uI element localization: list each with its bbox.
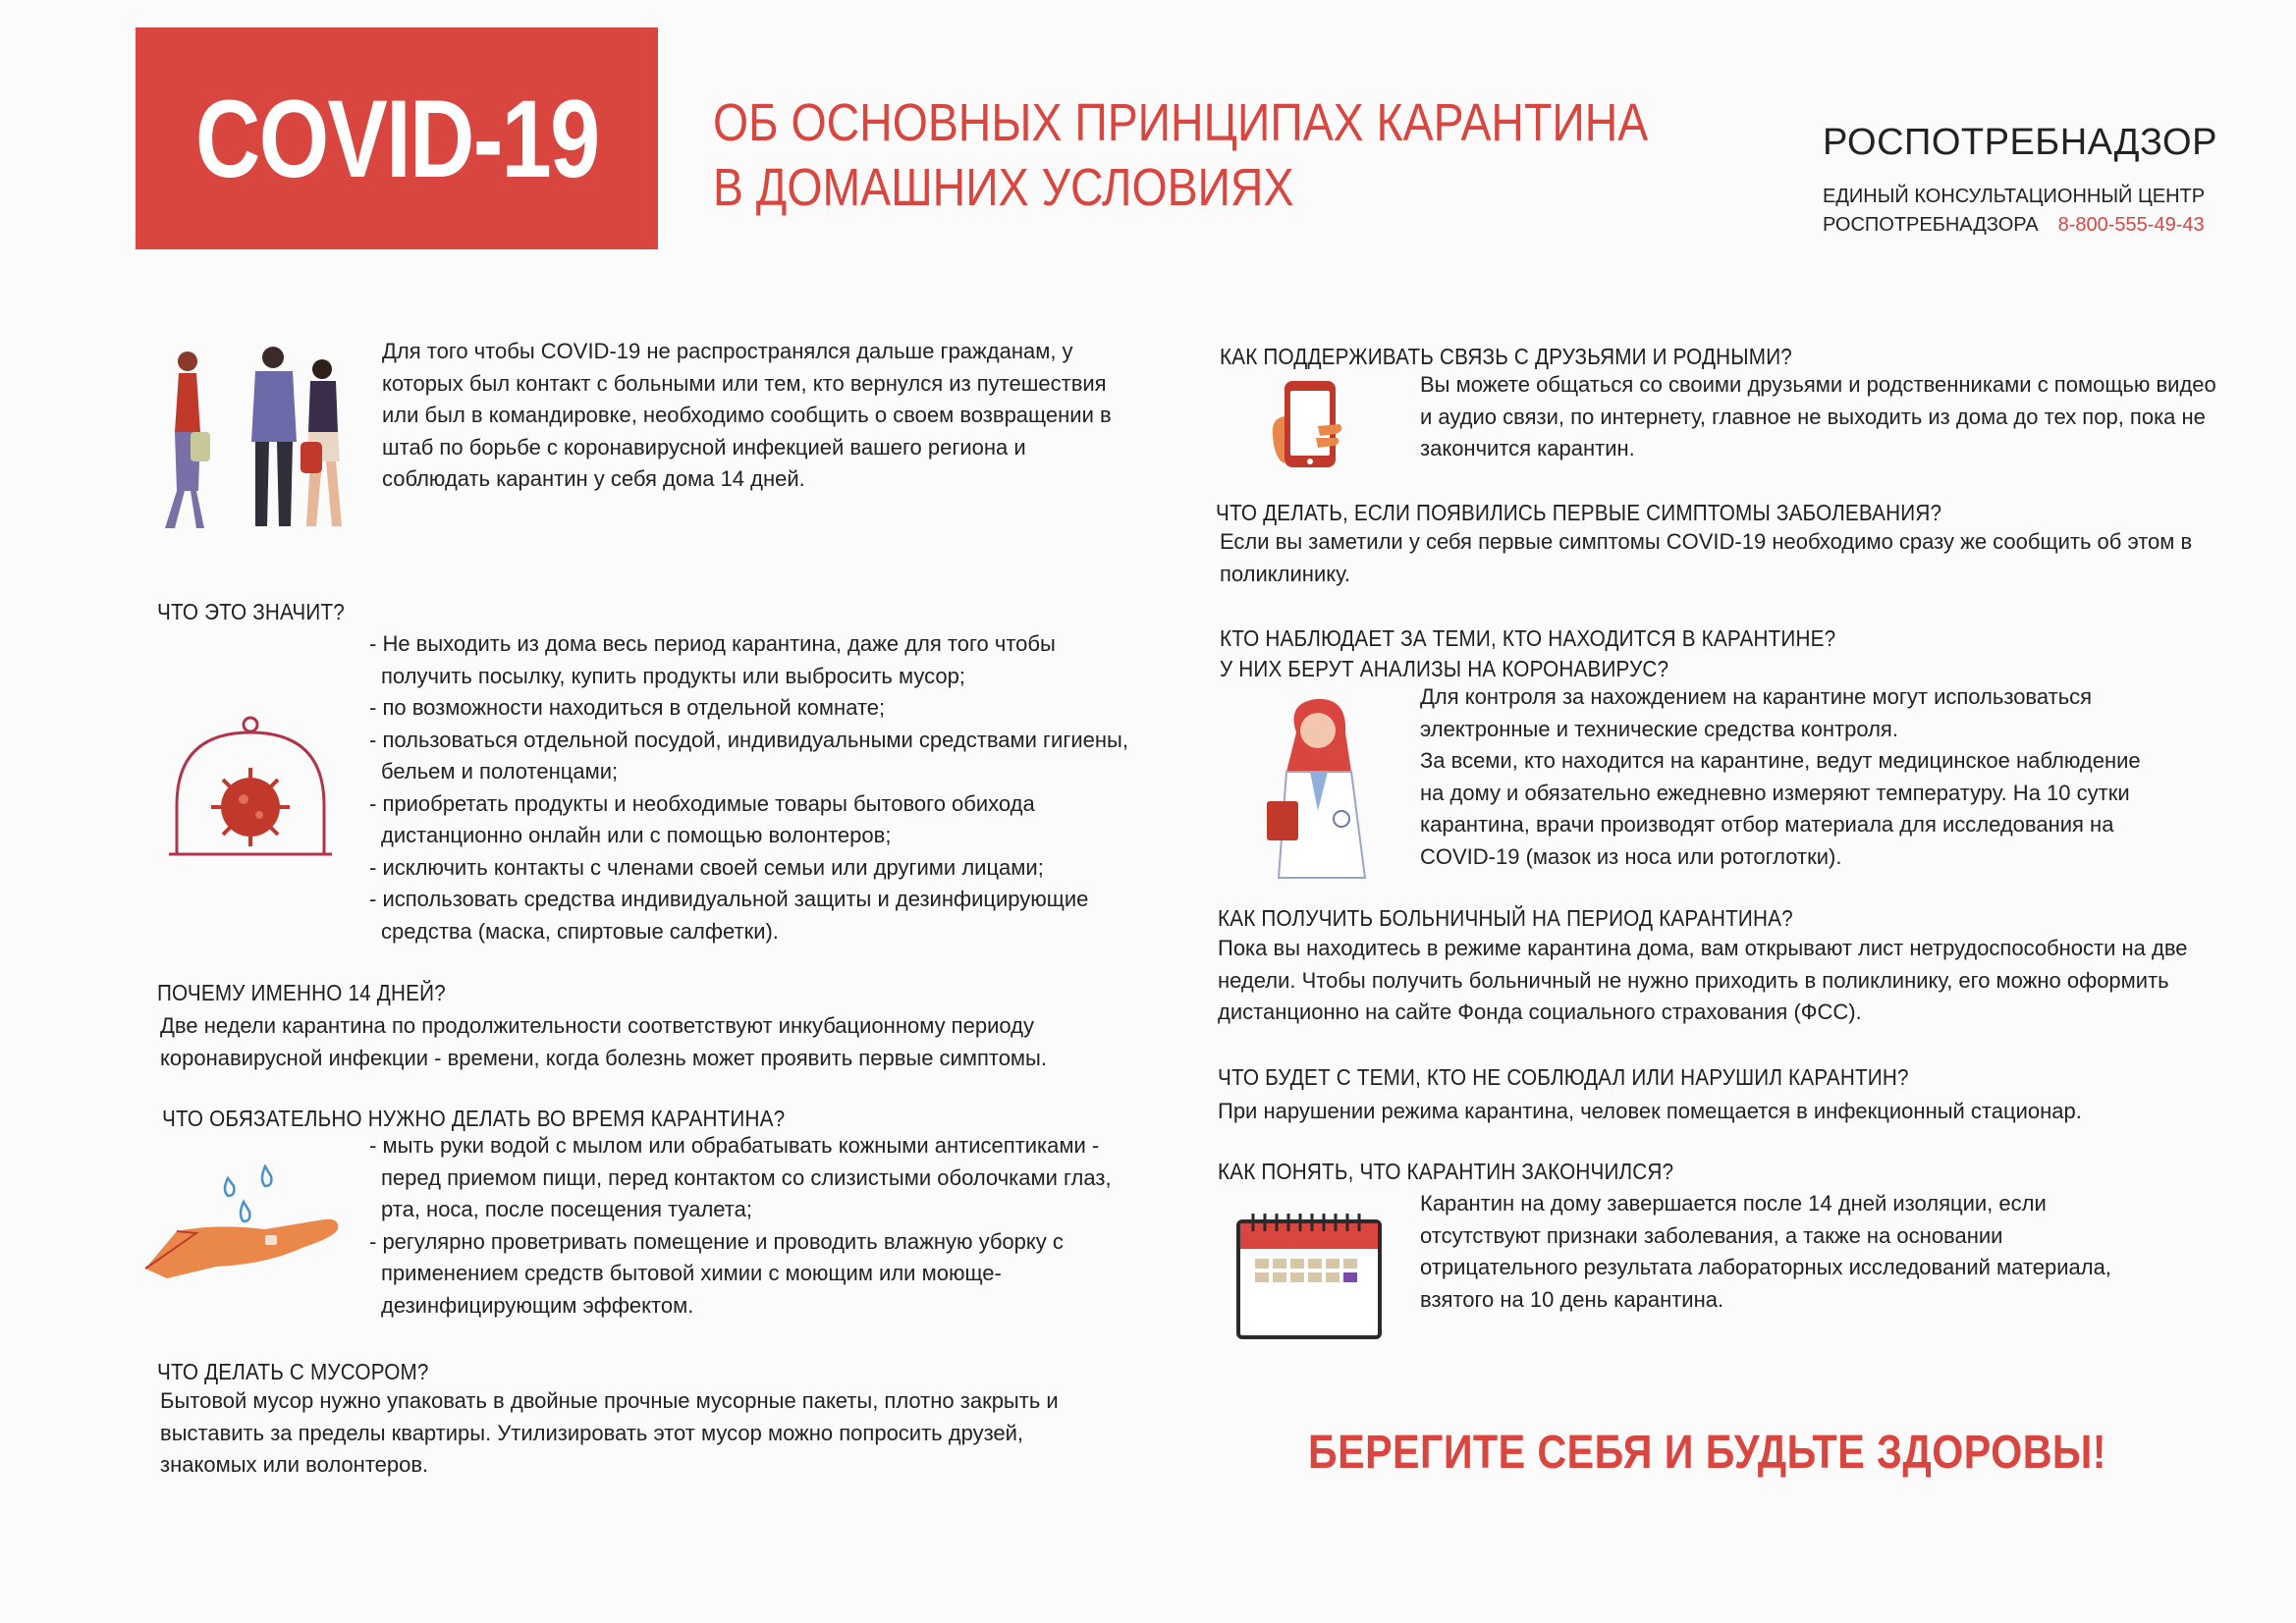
- covid-badge: [136, 27, 658, 249]
- list-item: - Не выходить из дома весь период карантина, даже для того чтобы получить посылку, купить продукты или выбросить мусор;: [369, 631, 1056, 688]
- consult-center-line1: ЕДИНЫЙ КОНСУЛЬТАЦИОННЫЙ ЦЕНТР: [1823, 186, 2206, 207]
- calendar-icon: [1235, 1212, 1383, 1341]
- sick-leave-text: Пока вы находитесь в режиме карантина дома, вам открывают лист нетрудоспособности на две недели. Чтобы получить больничный не нужно приходить в поликлинику, его можно оформить дистанционно на сайте Фонда социального страхования (ФСС).: [1218, 936, 2188, 1024]
- ended-heading: КАК ПОНЯТЬ, ЧТО КАРАНТИН ЗАКОНЧИЛСЯ?: [1218, 1159, 1674, 1184]
- symptoms-heading: ЧТО ДЕЛАТЬ, ЕСЛИ ПОЯВИЛИСЬ ПЕРВЫЕ СИМПТОМЫ ЗАБОЛЕВАНИЯ?: [1216, 500, 1942, 525]
- intro-text: Для того чтобы COVID-19 не распространялся дальше гражданам, у которых был контакт с больными или тем, кто вернулся из путешествия или был в командировке, необходимо сообщить о своем возвращении в штаб по борьбе с коронавирусной инфекцией вашего региона и соблюдать карантин у себя дома 14 дней.: [382, 339, 1112, 491]
- symptoms-text: Если вы заметили у себя первые симптомы COVID-19 необходимо сразу же сообщить об этом в поликлинику.: [1220, 529, 2193, 586]
- doctor-illustration: [1257, 693, 1394, 880]
- page-title-line1: ОБ ОСНОВНЫХ ПРИНЦИПАХ КАРАНТИНА: [713, 93, 1649, 152]
- virus-dome-illustration: [167, 717, 334, 864]
- contact-heading: КАК ПОДДЕРЖИВАТЬ СВЯЗЬ С ДРУЗЬЯМИ И РОДНЫМИ?: [1220, 344, 1792, 369]
- violation-text: При нарушении режима карантина, человек помещается в инфекционный стационар.: [1218, 1099, 2082, 1123]
- consult-center: [1823, 183, 2205, 240]
- monitor-heading-line1: КТО НАБЛЮДАЕТ ЗА ТЕМИ, КТО НАХОДИТСЯ В КАРАНТИНЕ?: [1220, 625, 1836, 651]
- why14-text: Две недели карантина по продолжительности соответствуют инкубационному периоду коронавирусной инфекции - времени, когда болезнь может проявить первые симптомы.: [160, 1013, 1047, 1070]
- list-item: - приобретать продукты и необходимые товары бытового обихода дистанционно онлайн или с помощью волонтеров;: [369, 790, 1035, 847]
- page-title-line2: В ДОМАШНИХ УСЛОВИЯХ: [713, 158, 1294, 217]
- sick-leave-heading: КАК ПОЛУЧИТЬ БОЛЬНИЧНЫЙ НА ПЕРИОД КАРАНТИНА?: [1218, 905, 1793, 931]
- trash-heading: ЧТО ДЕЛАТЬ С МУСОРОМ?: [157, 1359, 429, 1384]
- must-list: [367, 1130, 1133, 1322]
- list-item: - исключить контакты с членами своей семьи или другими лицами;: [369, 854, 1044, 880]
- list-item: - мыть руки водой с мылом или обрабатывать кожными антисептиками - перед приемом пищи, перед контактом со слизистыми оболочками глаз, рта, носа, после посещения туалета;: [369, 1133, 1112, 1221]
- page-title: [713, 90, 1649, 220]
- contact-text: Вы можете общаться со своими друзьями и родственниками с помощью видео и аудио связи, по интернету, главное не выходить из дома до тех пор, пока не закончится карантин.: [1420, 372, 2216, 460]
- list-item: - по возможности находиться в отдельной комнате;: [369, 695, 886, 720]
- must-heading: ЧТО ОБЯЗАТЕЛЬНО НУЖНО ДЕЛАТЬ ВО ВРЕМЯ КАРАНТИНА?: [162, 1106, 786, 1131]
- meaning-heading: ЧТО ЭТО ЗНАЧИТ?: [157, 599, 345, 624]
- closing-slogan: БЕРЕГИТЕ СЕБЯ И БУДЬТЕ ЗДОРОВЫ!: [1308, 1427, 2106, 1479]
- list-item: - использовать средства индивидуальной защиты и дезинфицирующие средства (маска, спиртовые салфетки).: [369, 887, 1089, 944]
- hand-washing-illustration: [137, 1159, 354, 1286]
- phone-illustration: [1271, 377, 1349, 475]
- monitor-text1: Для контроля за нахождением на карантине могут использоваться электронные и технические средства контроля.: [1420, 684, 2093, 741]
- ended-text: Карантин на дому завершается после 14 дней изоляции, если отсутствуют признаки заболевания, а также на основании отрицательного результата лабораторных исследований материала, взятого на 10 день карантина.: [1420, 1191, 2111, 1312]
- meaning-list: [367, 628, 1143, 947]
- covid-badge-text: COVID-19: [194, 77, 599, 200]
- violation-heading: ЧТО БУДЕТ С ТЕМИ, КТО НЕ СОБЛЮДАЛ ИЛИ НАРУШИЛ КАРАНТИН?: [1218, 1064, 1909, 1090]
- monitor-heading-line2: У НИХ БЕРУТ АНАЛИЗЫ НА КОРОНАВИРУС?: [1220, 656, 1669, 681]
- travelers-illustration: [153, 344, 364, 532]
- why14-heading: ПОЧЕМУ ИМЕННО 14 ДНЕЙ?: [157, 980, 446, 1005]
- trash-text: Бытовой мусор нужно упаковать в двойные прочные мусорные пакеты, плотно закрыть и выставить за пределы квартиры. Утилизировать этот мусор можно попросить друзей, знакомых или волонтеров.: [160, 1388, 1059, 1477]
- monitor-text2: За всеми, кто находится на карантине, ведут медицинское наблюдение на дому и обязательно ежедневно измеряют температуру. На 10 сутки карантина, врачи производят отбор материала для исследования на COVID-19 (мазок из носа или ротоглотки).: [1420, 748, 2141, 869]
- hotline-phone[interactable]: 8-800-555-49-43: [2057, 214, 2205, 236]
- list-item: - пользоваться отдельной посудой, индивидуальными средствами гигиены, бельем и полотенцами;: [369, 727, 1128, 784]
- agency-name: РОСПОТРЕБНАДЗОР: [1823, 122, 2217, 163]
- consult-center-line2: РОСПОТРЕБНАДЗОРА: [1823, 214, 2039, 236]
- list-item: - регулярно проветривать помещение и проводить влажную уборку с применением средств бытовой химии с моющим или моюще-дезинфицирующим эффектом.: [369, 1228, 1064, 1318]
